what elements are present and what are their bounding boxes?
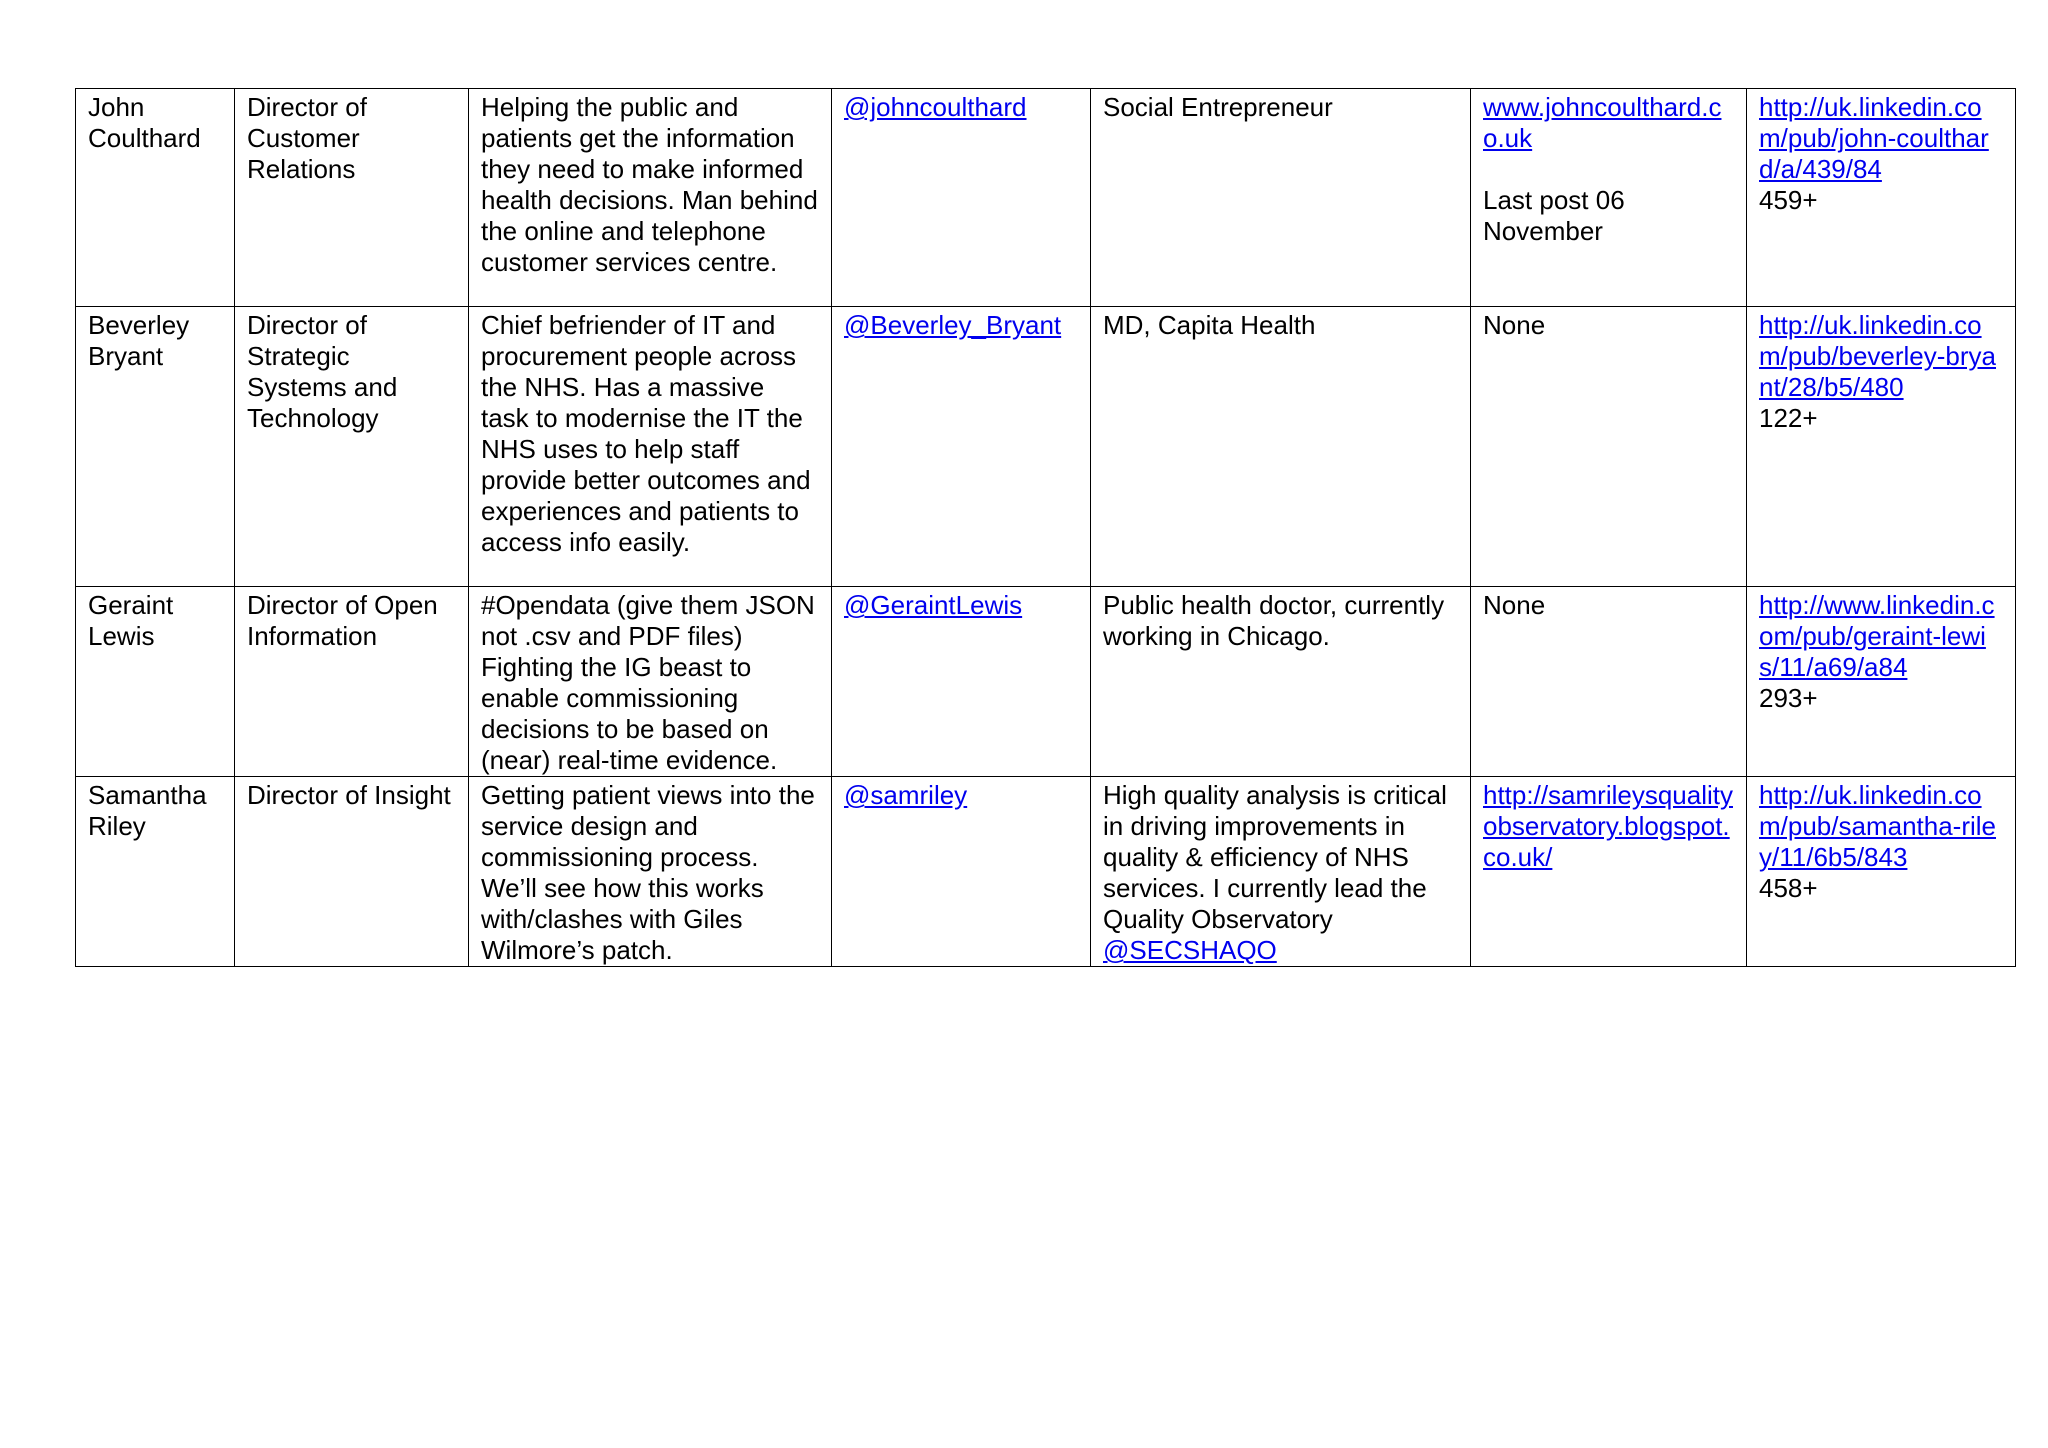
twitter-cell (832, 587, 1091, 777)
name-cell: Beverley Bryant (76, 307, 235, 587)
title-cell: Director of Open Information (235, 587, 469, 777)
directors-table (75, 88, 2016, 967)
blog-cell (1471, 777, 1747, 967)
blog-cell (1471, 89, 1747, 307)
blog-cell: None (1471, 307, 1747, 587)
table-row (76, 307, 2016, 587)
blog-link[interactable]: www.johncoulthard.co.uk (1483, 92, 1722, 153)
linkedin-count: 293+ (1759, 683, 1818, 713)
linkedin-count: 459+ (1759, 185, 1818, 215)
title-cell: Director of Insight (235, 777, 469, 967)
spacer (1483, 154, 1734, 185)
twitter-link[interactable]: @johncoulthard (844, 92, 1027, 122)
linkedin-link[interactable]: http://uk.linkedin.com/pub/john-coulthard/a/439/84 (1759, 92, 1989, 184)
twitter-cell (832, 89, 1091, 307)
linkedin-cell (1747, 89, 2016, 307)
name-cell: John Coulthard (76, 89, 235, 307)
background-cell: Public health doctor, currently working in Chicago. (1091, 587, 1471, 777)
name-cell: Geraint Lewis (76, 587, 235, 777)
twitter-link[interactable]: @GeraintLewis (844, 590, 1023, 620)
linkedin-cell (1747, 307, 2016, 587)
linkedin-cell (1747, 777, 2016, 967)
description-cell: Chief befriender of IT and procurement people across the NHS. Has a massive task to modernise the IT the NHS uses to help staff provide better outcomes and experiences and patients to access info easily. (469, 307, 832, 587)
twitter-link[interactable]: @samriley (844, 780, 968, 810)
name-cell: Samantha Riley (76, 777, 235, 967)
twitter-link[interactable]: @Beverley_Bryant (844, 310, 1062, 340)
background-cell: Social Entrepreneur (1091, 89, 1471, 307)
blog-note: Last post 06 November (1483, 185, 1625, 246)
background-text: High quality analysis is critical in driving improvements in quality & efficiency of NHS services. I currently lead the Quality Observatory (1103, 780, 1447, 934)
title-cell: Director of Strategic Systems and Technology (235, 307, 469, 587)
title-cell: Director of Customer Relations (235, 89, 469, 307)
description-cell: Helping the public and patients get the information they need to make informed health decisions. Man behind the online and telephone customer services centre. (469, 89, 832, 307)
twitter-cell (832, 777, 1091, 967)
table-row (76, 777, 2016, 967)
linkedin-link[interactable]: http://uk.linkedin.com/pub/samantha-riley/11/6b5/843 (1759, 780, 1996, 872)
background-cell (1091, 777, 1471, 967)
background-twitter-link[interactable]: @SECSHAQO (1103, 935, 1277, 965)
background-cell: MD, Capita Health (1091, 307, 1471, 587)
blog-cell: None (1471, 587, 1747, 777)
linkedin-link[interactable]: http://www.linkedin.com/pub/geraint-lewis/11/a69/a84 (1759, 590, 1995, 682)
table-row (76, 587, 2016, 777)
description-cell: Getting patient views into the service design and commissioning process. We’ll see how this works with/clashes with Giles Wilmore’s patch. (469, 777, 832, 967)
twitter-cell (832, 307, 1091, 587)
description-cell: #Opendata (give them JSON not .csv and PDF files) Fighting the IG beast to enable commissioning decisions to be based on (near) real-time evidence. (469, 587, 832, 777)
table-row (76, 89, 2016, 307)
linkedin-link[interactable]: http://uk.linkedin.com/pub/beverley-bryant/28/b5/480 (1759, 310, 1996, 402)
blog-link[interactable]: http://samrileysqualityobservatory.blogspot.co.uk/ (1483, 780, 1733, 872)
linkedin-count: 458+ (1759, 873, 1818, 903)
linkedin-count: 122+ (1759, 403, 1818, 433)
linkedin-cell (1747, 587, 2016, 777)
